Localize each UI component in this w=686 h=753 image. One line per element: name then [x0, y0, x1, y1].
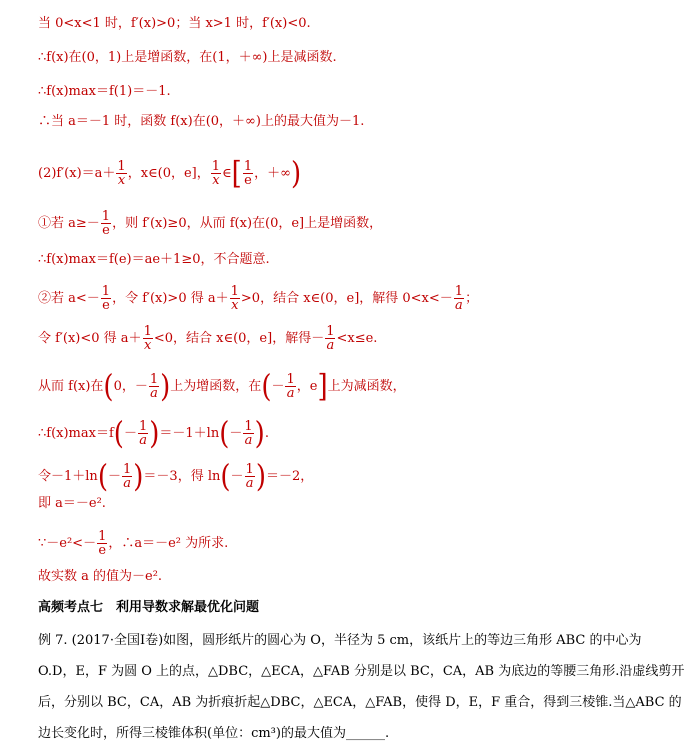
left-paren: ( — [97, 458, 108, 495]
right-paren: ) — [160, 368, 171, 405]
fraction: $\frac{1}{e}$ — [101, 284, 111, 313]
text: 上为增函数，在 — [170, 379, 262, 394]
solution-line-3: ∴f(x)max＝f(1)＝－1. — [38, 84, 171, 99]
fraction: $\frac{1}{a}$ — [326, 324, 335, 353]
fraction: $\frac{1}{a}$ — [286, 372, 295, 401]
left-bracket: [ — [231, 155, 242, 192]
text: <x≤e. — [336, 331, 378, 346]
text: － — [229, 426, 243, 441]
right-paren: ) — [255, 458, 266, 495]
solution-line-10 — [38, 368, 406, 405]
solution-line-13: 即 a＝－e². — [38, 496, 106, 511]
fraction: $\frac{1}{x}$ — [230, 284, 239, 313]
text: ＝－3，得 ln — [143, 469, 221, 484]
text: ①若 a≥－ — [38, 216, 100, 231]
text: (2)f′(x)＝a＋ — [38, 166, 116, 181]
fraction: $\frac{1}{x}$ — [143, 324, 152, 353]
fraction: $\frac{1}{a}$ — [244, 419, 253, 448]
text: ＝－1＋ln — [159, 426, 220, 441]
solution-line-12 — [38, 458, 314, 495]
text: . — [264, 426, 269, 441]
left-paren: ( — [113, 415, 124, 452]
fraction: $\frac{1}{a}$ — [245, 462, 254, 491]
text: <0，结合 x∈(0，e]，解得－ — [153, 331, 325, 346]
solution-line-9 — [38, 325, 377, 352]
solution-line-15: 故实数 a 的值为－e². — [38, 569, 163, 584]
text: － — [230, 469, 244, 484]
text: ，e — [296, 379, 318, 394]
text: 令 f′(x)<0 得 a＋ — [38, 331, 142, 346]
text: ②若 a<－ — [38, 291, 100, 306]
text: 令－1＋ln — [38, 469, 98, 484]
text: ，∴a＝－e² 为所求. — [108, 536, 229, 551]
fraction: $\frac{1}{x}$ — [211, 159, 221, 188]
fraction: $\frac{1}{a}$ — [454, 284, 464, 313]
text: － — [123, 426, 137, 441]
left-paren: ( — [261, 368, 272, 405]
fraction: $\frac{1}{a}$ — [122, 462, 132, 491]
fraction: $\frac{1}{a}$ — [138, 419, 148, 448]
right-paren: ) — [149, 415, 160, 452]
right-paren: ) — [133, 458, 144, 495]
task-line-3: 后，分别以 BC，CA，AB 为折痕折起△DBC，△ECA，△FAB，使得 D，E，F 重合，得到三棱锥.当△ABC 的 — [38, 695, 682, 710]
task-line-4: 边长变化时，所得三棱锥体积(单位：cm³)的最大值为______. — [38, 726, 390, 741]
task-line-1: 例 7. (2017·全国Ⅰ卷)如图，圆形纸片的圆心为 O，半径为 5 cm，该纸片上的等边三角形 ABC 的中心为 — [38, 633, 642, 648]
text: ，x∈(0，e]， — [127, 166, 210, 181]
solution-line-8 — [38, 285, 478, 312]
text: ，＋∞ — [254, 166, 291, 181]
text: ∵－e²<－ — [38, 536, 97, 551]
left-paren: ( — [219, 415, 230, 452]
text: 0，－ — [113, 379, 148, 394]
right-bracket: ] — [317, 368, 328, 405]
text: ∈ — [222, 166, 232, 181]
fraction: $\frac{1}{e}$ — [101, 209, 111, 238]
text: ，则 f′(x)≥0，从而 f(x)在(0，e]上是增函数， — [112, 216, 383, 231]
right-paren: ) — [254, 415, 265, 452]
fraction: $\frac{1}{a}$ — [149, 372, 159, 401]
text: ； — [465, 291, 479, 306]
solution-line-14 — [38, 530, 228, 557]
fraction: $\frac{1}{x}$ — [117, 159, 126, 188]
solution-line-4: ∴当 a＝－1 时，函数 f(x)在(0，＋∞)上的最大值为－1. — [38, 114, 365, 129]
fraction: $\frac{1}{e}$ — [98, 529, 107, 558]
text: ＝－2， — [265, 469, 314, 484]
text: 上为减函数， — [327, 379, 406, 394]
text: ∴f(x)max＝f — [38, 426, 114, 441]
fraction: $\frac{1}{e}$ — [243, 159, 253, 188]
solution-line-6 — [38, 210, 382, 237]
text: 从而 f(x)在 — [38, 379, 104, 394]
solution-line-1: 当 0<x<1 时，f′(x)>0；当 x>1 时，f′(x)<0. — [38, 16, 311, 31]
right-paren: ) — [290, 155, 302, 192]
text: >0，结合 x∈(0，e]，解得 0<x<－ — [240, 291, 453, 306]
solution-line-7: ∴f(x)max＝f(e)＝ae＋1≥0，不合题意. — [38, 252, 270, 267]
left-paren: ( — [220, 458, 231, 495]
solution-line-2: ∴f(x)在(0，1)上是增函数，在(1，＋∞)上是减函数. — [38, 50, 337, 65]
left-paren: ( — [103, 368, 114, 405]
solution-line-11 — [38, 415, 269, 452]
text: － — [271, 379, 285, 394]
solution-line-5 — [38, 155, 302, 192]
text: ，令 f′(x)>0 得 a＋ — [112, 291, 229, 306]
section-heading: 高频考点七 利用导数求解最优化问题 — [38, 600, 260, 615]
task-line-2: O.D，E，F 为圆 O 上的点，△DBC，△ECA，△FAB 分别是以 BC，CA，AB 为底边的等腰三角形.沿虚线剪开 — [38, 664, 685, 679]
text: － — [107, 469, 121, 484]
